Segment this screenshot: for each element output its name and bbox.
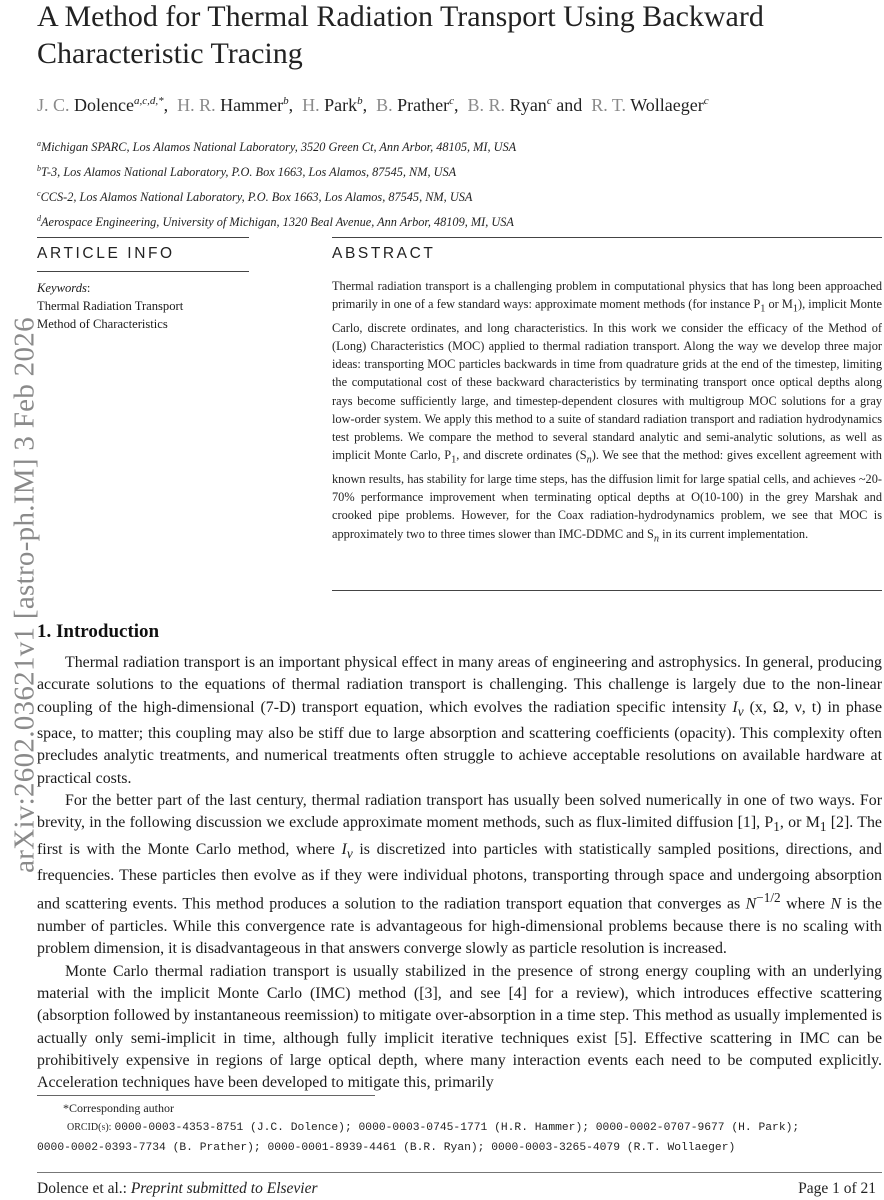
footnote-rule [37, 1095, 375, 1096]
author: B. R. Ryan$^c$ [467, 95, 552, 115]
author: B. Prather$^c$ [376, 95, 455, 115]
orcid-line: ORCID(s): 0000-0003-4353-8751 (J.C. Dolence); 0000-0003-0745-1771 (H.R. Hammer); 0000-0002-0707-9677 (H. Park); [67, 1122, 800, 1134]
author: R. T. Wollaeger$^c$ [591, 95, 709, 115]
keywords-block: Keywords: Thermal Radiation Transport Method of Characteristics [37, 279, 257, 334]
affiliation: $^d$Aerospace Engineering, University of Michigan, 1320 Beal Avenue, Ann Arbor, 48109, MI, USA [37, 214, 514, 230]
abstract-heading: ABSTRACT [332, 245, 436, 262]
abstract-text: Thermal radiation transport is a challenging problem in computational physics that has long been approached primarily in one of a few standard ways: approximate moment methods (for instance $P_1$ or $M_1$), implicit Monte Carlo, discrete ordinates, and long characteristics. In this work we consider the efficacy of the Method of (Long) Characteristics (MOC) applied to thermal radiation transport. Along the way we develop three major ideas: transporting MOC particles backwards in time from quadrature grids at the end of the timestep, limiting the computational cost of these backward characteristics by terminating transport once optical depths along rays become sufficiently large, and timestep-dependent closures with multigroup MOC solutions for a gray low-order system. We apply this method to a suite of standard radiation transport and radiation hydrodynamics test problems. We compare the method to several standard analytic and semi-analytic solutions, as well as implicit Monte Carlo, $P_1$, and discrete ordinates $(S_n)$. We see that the method: gives excellent agreement with known results, has stability for large time steps, has the diffusion limit for large spatial cells, and achieves ~20-70% performance improvement when terminating optical depths at O(10-100) in the grey Marshak and crooked pipe problems. However, for the Coax radiation-hydrodynamics problem, we see that MOC is approximately two to three times slower than IMC-DDMC and $S_n$ in its current implementation. [332, 279, 882, 545]
author: J. C. Dolence$^{a,c,d,*}$ [37, 95, 164, 115]
paragraph: Thermal radiation transport is an important physical effect in many areas of engineering and astrophysics. In general, producing accurate solutions to the equations of thermal radiation transport is challenging. This challenge is largely due to the non-linear coupling of the high-dimensional (7-D) transport equation, which evolves the radiation specific intensity $I_\nu$ (x, Ω, ν, t) in phase space, to matter; this coupling may also be stiff due to large absorption and scattering coefficients (opacity). This complexity often precludes analytic treatments, and numerical treatments often struggle to achieve acceptable resolutions on available hardware at practical costs. [37, 654, 882, 787]
page-number: Page 1 of 21 [798, 1180, 876, 1197]
orcid-line: 0000-0002-0393-7734 (B. Prather); 0000-0001-8939-4461 (B.R. Ryan); 0000-0003-3265-4079 (R.T. Wollaeger) [37, 1142, 736, 1154]
author-list: J. C. Dolence$^{a,c,d,*}$, H. R. Hammer$^b$, H. Park$^b$, B. Prather$^c$, B. R. Ryan$^c$ and R. T. Wollaeger$^c$ [37, 95, 709, 115]
introduction-body [37, 652, 882, 1094]
affiliation: $^a$Michigan SPARC, Los Alamos National Laboratory, 3520 Green Ct, Ann Arbor, 48105, MI, USA [37, 139, 517, 155]
affiliations [37, 133, 857, 233]
paragraph: For the better part of the last century, thermal radiation transport has usually been solved numerically in one of two ways. For brevity, in the following discussion we exclude approximate moment methods, such as flux-limited diffusion [1], $P_1$, or $M_1$ [2]. The first is with the Monte Carlo method, where $I_\nu$ is discretized into particles with statistically sampled positions, directions, and frequencies. These particles then evolve as if they were individual photons, transporting through space and undergoing absorption and scattering events. This method produces a solution to the radiation transport equation that converges as $N^{-1/2}$ where N is the number of particles. While this convergence rate is advantageous for high-dimensional problems because there is no scaling with problem dimension, it is disadvantageous in that answers converge slowly as particle resolution is increased. [37, 791, 883, 958]
keywords-label: Keywords [37, 281, 87, 295]
paragraph: Monte Carlo thermal radiation transport is usually stabilized in the presence of strong energy coupling with an underlying material with the implicit Monte Carlo (IMC) method ([3], and see [4] for a review), which introduces effective scattering (absorption followed by instantaneous reemission) to mitigate over-absorption in a time step. This method as usually implemented is actually only semi-implicit in time, although fully implicit iterative techniques exist [5]. Effective scattering in IMC can be prohibitively expensive in regions of large optical depth, where many interaction events each need to be computed explicitly. Acceleration techniques have been developed to mitigate this, primarily [37, 962, 882, 1092]
keyword: Method of Characteristics [37, 317, 168, 332]
author: H. R. Hammer$^b$ [177, 95, 289, 115]
abstract-top-rule [332, 237, 882, 238]
footer-rule [37, 1172, 882, 1173]
paper-title: A Method for Thermal Radiation Transport Using Backward Characteristic Tracing [37, 0, 764, 70]
footnotes [37, 1099, 882, 1157]
affiliation: $^c$CCS-2, Los Alamos National Laboratory, P.O. Box 1663, Los Alamos, 87545, NM, USA [37, 189, 473, 205]
affiliation: $^b$T-3, Los Alamos National Laboratory, P.O. Box 1663, Los Alamos, 87545, NM, USA [37, 164, 457, 180]
author: H. Park$^b$ [302, 95, 363, 115]
abstract-bottom-rule [332, 590, 882, 591]
footer-left: Dolence et al.: Preprint submitted to Elsevier [37, 1180, 318, 1197]
article-info-rule [37, 271, 249, 272]
keyword: Thermal Radiation Transport [37, 299, 184, 314]
article-info-top-rule [37, 237, 249, 238]
article-info-heading: ARTICLE INFO [37, 245, 175, 262]
arxiv-identifier: arXiv:2602.03621v1 [astro-ph.IM] 3 Feb 2026 [8, 317, 41, 873]
corresponding-author-note: *Corresponding author [63, 1101, 174, 1115]
section-heading-introduction: 1. Introduction [37, 621, 160, 642]
